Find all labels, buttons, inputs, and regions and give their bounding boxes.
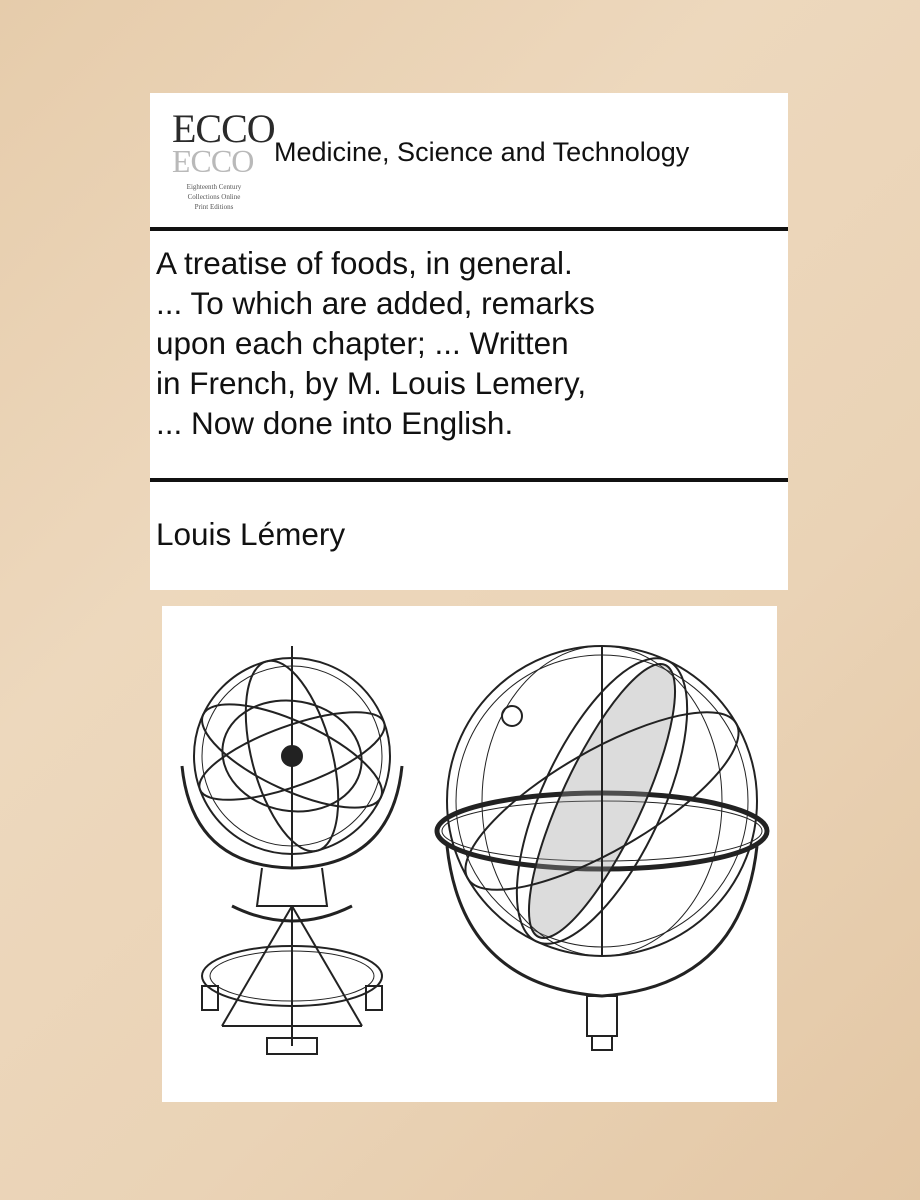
left-armillary-sphere [182,646,402,1054]
logo-mark-reflection: ECCO [172,144,254,180]
title-line: in French, by M. Louis Lemery, [156,365,587,401]
ecco-logo [164,106,275,213]
title-line: ... Now done into English. [156,405,514,441]
book-title [156,243,786,443]
series-title: Medicine, Science and Technology [274,137,690,167]
cover-card [150,93,788,590]
bottom-rule [150,478,788,482]
title-line: A treatise of foods, in general. [156,245,573,281]
series-header [150,93,788,227]
armillary-spheres-engraving [162,606,777,1102]
author-name: Louis Lémery [156,516,346,552]
right-armillary-sphere [437,635,767,1050]
title-line: ... To which are added, remarks [156,285,595,321]
logo-line-3: Print Editions [194,203,234,211]
armillary-spheres-illustration [162,606,777,1102]
top-rule [150,227,788,231]
logo-mark: ECCO [172,106,275,151]
title-line: upon each chapter; ... Written [156,325,569,361]
logo-line-1: Eighteenth Century [186,183,242,191]
logo-line-2: Collections Online [187,193,241,201]
